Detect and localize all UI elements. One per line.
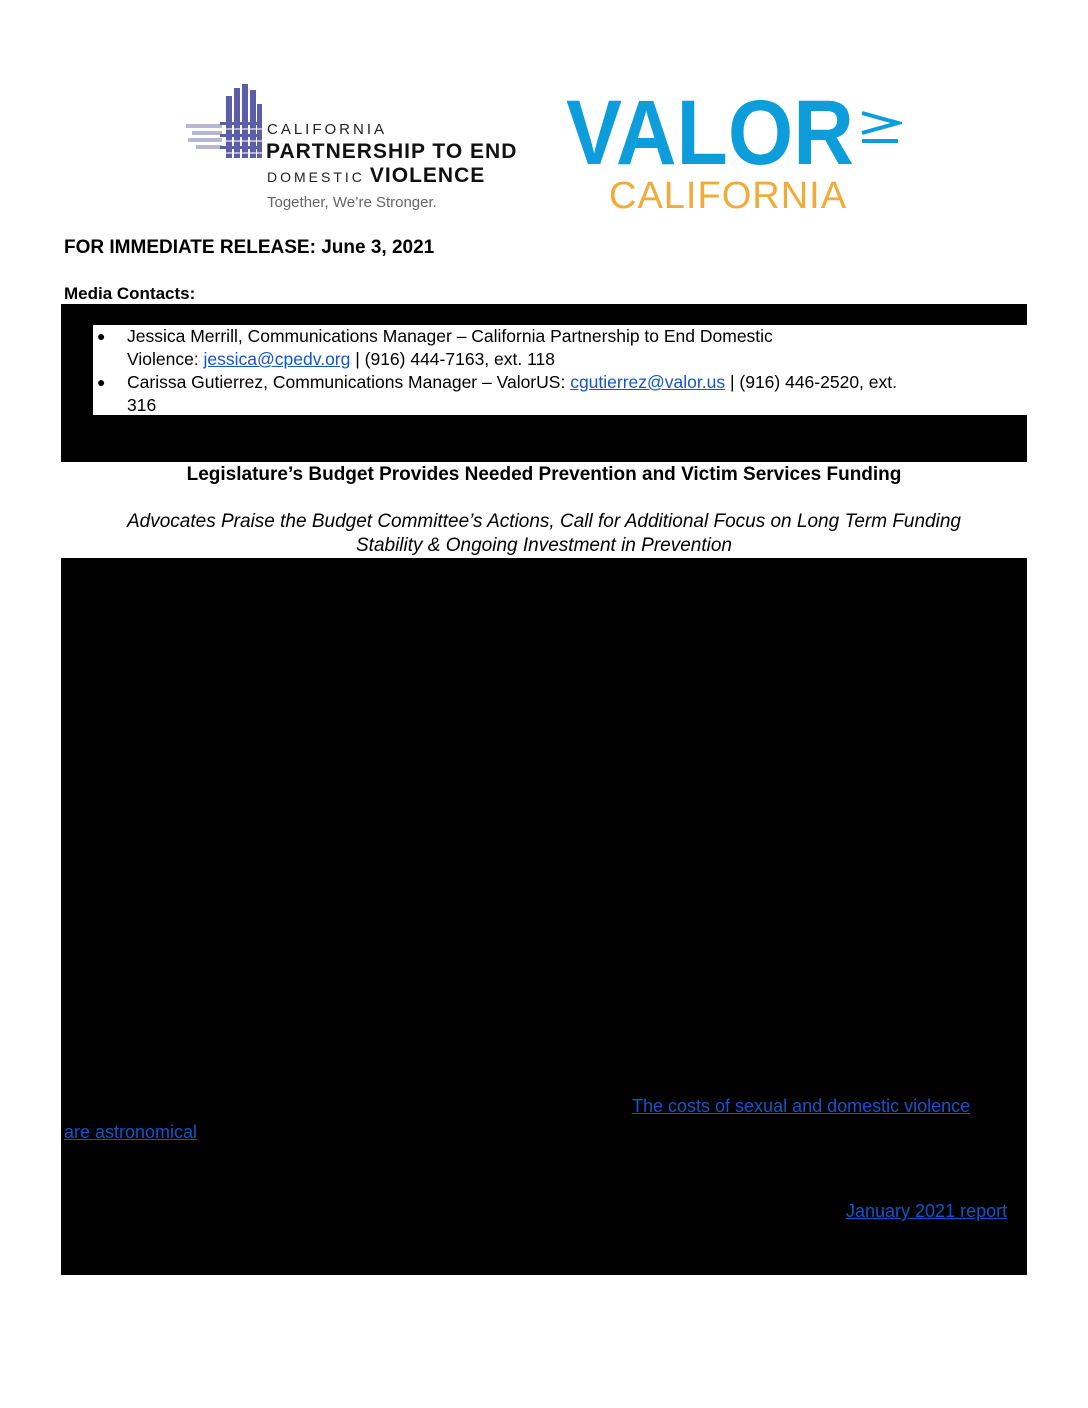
- costs-link-continued[interactable]: are astronomical: [64, 1122, 198, 1142]
- release-date: FOR IMMEDIATE RELEASE: June 3, 2021: [64, 237, 435, 258]
- valor-logo: [566, 96, 906, 218]
- cpedv-logo-line2: PARTNERSHIP TO END: [266, 140, 518, 163]
- cpedv-tagline: Together, We’re Stronger.: [267, 194, 437, 211]
- subheadline-line1: Advocates Praise the Budget Committee’s Actions, Call for Additional Focus on Long Term Funding: [127, 511, 961, 532]
- bullet-icon: ●: [97, 328, 106, 344]
- contact-text: Jessica Merrill, Communications Manager – California Partnership to End Domestic: [127, 326, 773, 346]
- bullet-icon: ●: [97, 374, 106, 390]
- valor-word: VALOR: [566, 96, 854, 168]
- cpedv-logo: [186, 84, 531, 214]
- woven-hands-icon: [186, 84, 262, 162]
- cpedv-logo-line3: [267, 165, 485, 189]
- contact-phone-ext: 316: [127, 395, 157, 415]
- costs-link[interactable]: The costs of sexual and domestic violence: [632, 1096, 971, 1116]
- valor-wordmark: [566, 96, 856, 168]
- subheadline-line2: Stability & Ongoing Investment in Prevention: [356, 535, 732, 556]
- list-item: [93, 371, 1027, 417]
- redaction-block-body: [61, 558, 1027, 1275]
- report-link[interactable]: January 2021 report: [846, 1201, 1008, 1221]
- media-contacts-list: [93, 325, 1027, 415]
- contact-text: Violence:: [127, 349, 204, 369]
- contact-email-link[interactable]: cgutierrez@valor.us: [570, 372, 726, 392]
- contact-email-link[interactable]: jessica@cpedv.org: [203, 349, 351, 369]
- list-item: [93, 325, 1027, 371]
- contact-phone: | (916) 446-2520, ext.: [725, 372, 897, 392]
- cpedv-logo-line1: CALIFORNIA: [267, 121, 388, 138]
- valor-sub: CALIFORNIA: [609, 175, 848, 217]
- contact-phone: | (916) 444-7163, ext. 118: [350, 349, 555, 369]
- double-chevron-right-icon: [858, 110, 902, 146]
- cpedv-logo-line3b: VIOLENCE: [369, 164, 486, 187]
- headline: Legislature’s Budget Provides Needed Prevention and Victim Services Funding: [186, 464, 902, 485]
- contact-text: Carissa Gutierrez, Communications Manager – ValorUS:: [127, 372, 571, 392]
- cpedv-logo-line3a: DOMESTIC: [267, 169, 365, 185]
- media-contacts-heading: Media Contacts:: [64, 284, 196, 303]
- subheadline: [64, 510, 1024, 558]
